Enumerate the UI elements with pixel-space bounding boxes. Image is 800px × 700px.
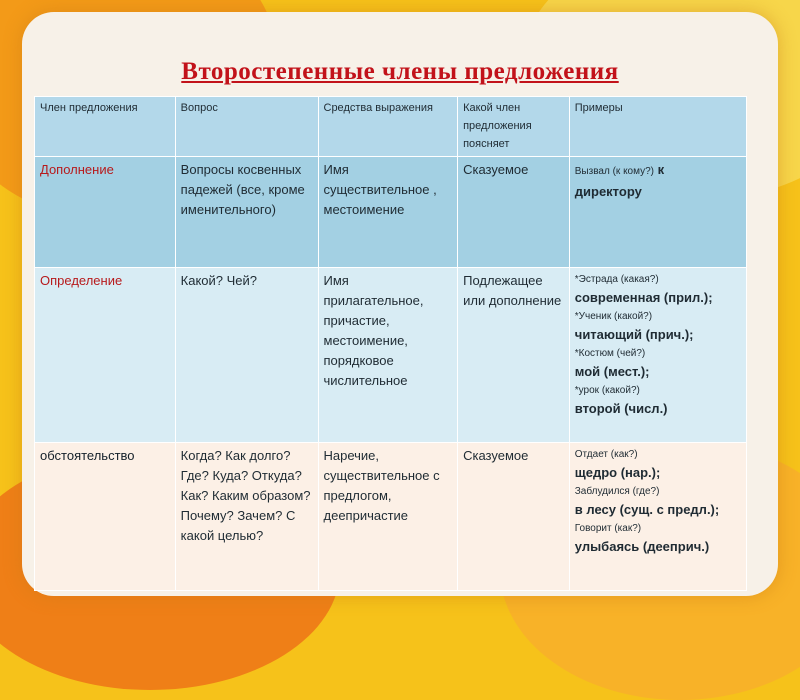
header-cell-means: Средства выражения (318, 97, 458, 157)
header-cell-member: Член предложения (35, 97, 176, 157)
header-cell-explains: Какой член предложения поясняет (458, 97, 570, 157)
cell-explains: Сказуемое (458, 443, 570, 591)
cell-question: Вопросы косвенных падежей (все, кроме именительного) (175, 157, 318, 268)
example-word: современная (прил.); (574, 290, 713, 305)
example-question: *Ученик (какой?) (574, 311, 653, 322)
example-word: директору (574, 184, 642, 199)
example-question: *Костюм (чей?) (574, 348, 646, 359)
example-word: в лесу (сущ. с предл.); (574, 502, 720, 517)
example-question: Вызвал (к кому?) (574, 166, 654, 177)
cell-means: Наречие, существительное с предлогом, деепричастие (318, 443, 458, 591)
example-word: читающий (прич.); (574, 327, 694, 342)
header-cell-examples: Примеры (569, 97, 746, 157)
example-question: *урок (какой?) (574, 385, 640, 396)
example-word: к (654, 162, 665, 177)
cell-question: Когда? Как долго? Где? Куда? Откуда? Как? Каким образом? Почему? Зачем? С какой целью? (175, 443, 318, 591)
slide-title: Второстепенные члены предложения (181, 58, 619, 85)
cell-examples (569, 157, 746, 268)
example-word: щедро (нар.); (574, 465, 661, 480)
table-row (35, 157, 747, 268)
cell-means: Имя прилагательное, причастие, местоимение, порядковое числительное (318, 268, 458, 443)
cell-explains: Сказуемое (458, 157, 570, 268)
example-question: Отдает (как?) (574, 449, 638, 460)
header-cell-question: Вопрос (175, 97, 318, 157)
example-question: *Эстрада (какая?) (574, 274, 659, 285)
example-question: Заблудился (где?) (574, 486, 660, 497)
cell-member-name: Дополнение (35, 157, 176, 268)
cell-explains: Подлежащее или дополнение (458, 268, 570, 443)
cell-question: Какой? Чей? (175, 268, 318, 443)
example-word: мой (мест.); (574, 364, 650, 379)
example-word: улыбаясь (дееприч.) (574, 539, 710, 554)
cell-means: Имя существительное , местоимение (318, 157, 458, 268)
cell-member-name: обстоятельство (35, 443, 176, 591)
table-header-row (35, 97, 747, 157)
table-row (35, 443, 747, 591)
cell-examples (569, 443, 746, 591)
example-word: второй (числ.) (574, 401, 668, 416)
table-row (35, 268, 747, 443)
example-question: Говорит (как?) (574, 523, 642, 534)
cell-member-name: Определение (35, 268, 176, 443)
members-table (34, 96, 747, 591)
cell-examples (569, 268, 746, 443)
